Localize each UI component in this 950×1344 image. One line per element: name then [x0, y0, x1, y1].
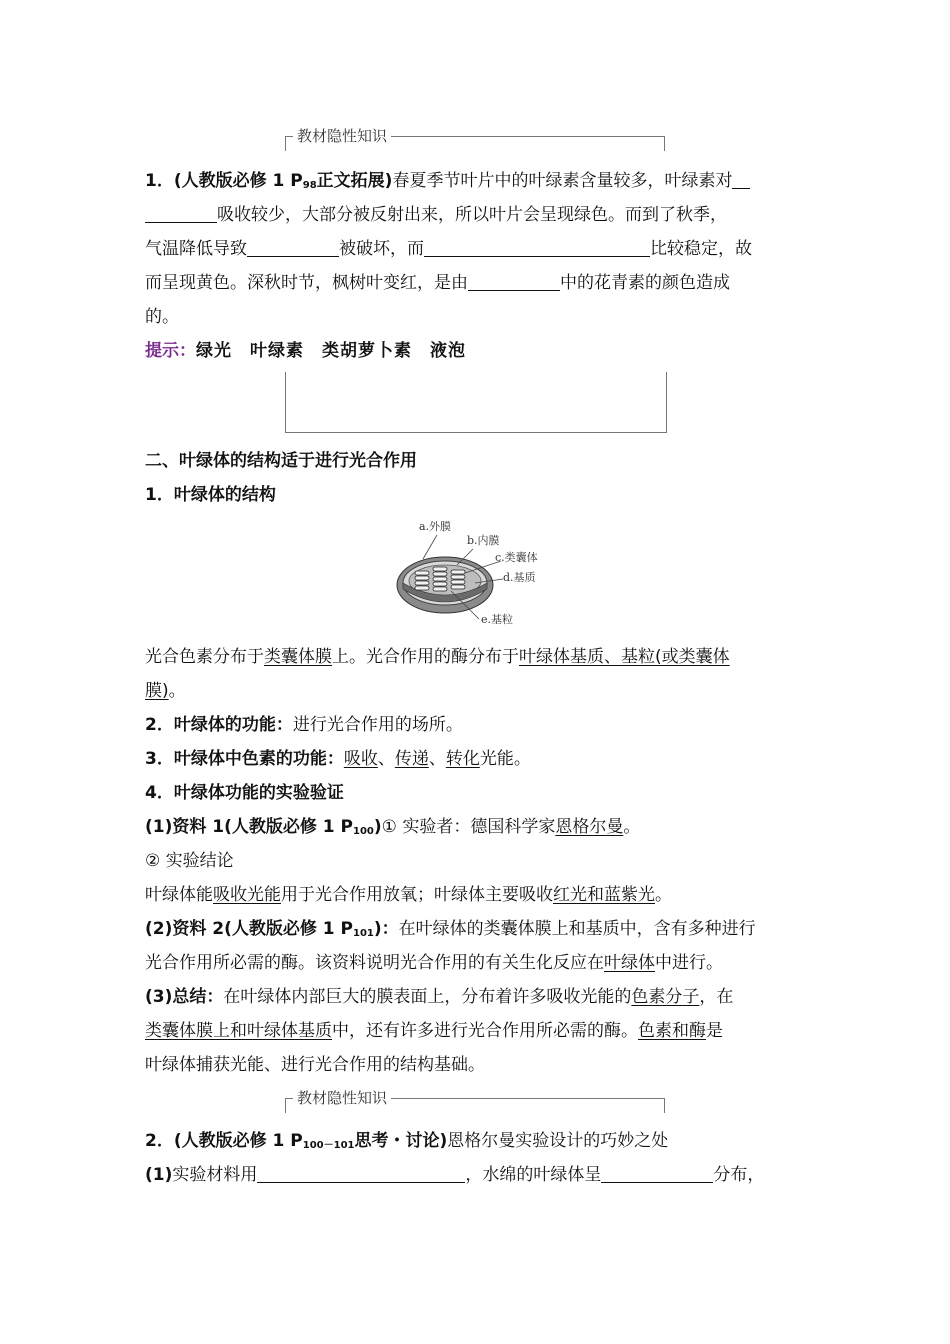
material2-line2: 光合作用所必需的酶。该资料说明光合作用的有关生化反应在叶绿体中进行。 — [145, 953, 723, 973]
answer-blank — [145, 206, 217, 223]
hidden-knowledge-box-top-2 — [285, 1088, 665, 1110]
answer-blank — [601, 1166, 713, 1183]
label-outer-membrane: a.外膜 — [419, 520, 452, 533]
chloroplast-diagram — [395, 515, 555, 633]
q1-line2: 吸收较少，大部分被反射出来，所以叶片会呈现绿色。而到了秋季， — [145, 204, 727, 226]
hint-answers: 绿光 叶绿素 类胡萝卜素 液泡 — [196, 341, 466, 361]
pigment-distribution-line1: 光合色素分布于类囊体膜上。光合作用的酶分布于叶绿体基质、基粒(或类囊体 — [145, 647, 730, 667]
hidden-knowledge-box-bottom — [285, 372, 667, 433]
answer-blank — [424, 240, 650, 257]
material1-line3: 叶绿体能吸收光能用于光合作用放氧；叶绿体主要吸收红光和蓝紫光。 — [145, 885, 672, 905]
pigment-function: 3．叶绿体中色素的功能：吸收、传递、转化光能。 — [145, 749, 531, 769]
pigment-distribution-line2: 膜)。 — [145, 681, 186, 701]
label-inner-membrane: b.内膜 — [467, 534, 500, 547]
box-label: 教材隐性知识 — [293, 1088, 391, 1108]
q1-line1: 1．(人教版必修 1 $P_{98}$正文拓展)春夏季节叶片中的叶绿素含量较多，叶绿素对 — [145, 170, 750, 197]
material1-line1: (1)资料 1(人教版必修 1 $P_{100})①$ 实验者：德国科学家恩格尔曼。 — [145, 817, 641, 837]
summary-line3: 叶绿体捕获光能、进行光合作用的结构基础。 — [145, 1055, 485, 1075]
hint-label: 提示： — [145, 341, 196, 361]
label-granum: e.基粒 — [481, 613, 514, 626]
answer-blank — [247, 240, 339, 257]
section-title: 二、叶绿体的结构适于进行光合作用 — [145, 451, 417, 471]
summary-line2: 类囊体膜上和叶绿体基质中，还有许多进行光合作用所必需的酶。色素和酶是 — [145, 1021, 723, 1041]
q1-hint — [145, 340, 466, 362]
q2-line1: (1)实验材料用 ，水绵的叶绿体呈 分布， — [145, 1165, 765, 1185]
label-stroma: d.基质 — [503, 571, 536, 584]
q2-title: 2．(人教版必修 1 $P_{100-101}$思考・讨论)恩格尔曼实验设计的巧妙之处 — [145, 1131, 669, 1151]
summary-line1: (3)总结：在叶绿体内部巨大的膜表面上，分布着许多吸收光能的色素分子，在 — [145, 987, 734, 1007]
subsection-structure: 1．叶绿体的结构 — [145, 485, 276, 505]
material2-line1: (2)资料 2(人教版必修 1 $P_{101}$)：在叶绿体的类囊体膜上和基质中，含有多种进行 — [145, 919, 756, 939]
q1-line3: 气温降低导致 被破坏，而 比较稳定，故 — [145, 239, 752, 259]
q1-line4: 而呈现黄色。深秋时节，枫树叶变红，是由 中的花青素的颜色造成 — [145, 273, 730, 293]
hidden-knowledge-box-top — [285, 126, 665, 148]
label-thylakoid: c.类囊体 — [495, 551, 538, 564]
answer-blank — [468, 274, 560, 291]
answer-blank — [257, 1166, 465, 1183]
material1-line2: ② 实验结论 — [145, 851, 234, 871]
q1-line5: 的。 — [145, 307, 179, 327]
chloroplast-function: 2．叶绿体的功能：进行光合作用的场所。 — [145, 715, 463, 735]
experiment-verification-title: 4．叶绿体功能的实验验证 — [145, 783, 344, 803]
box-label: 教材隐性知识 — [293, 126, 391, 146]
answer-blank — [732, 172, 750, 189]
